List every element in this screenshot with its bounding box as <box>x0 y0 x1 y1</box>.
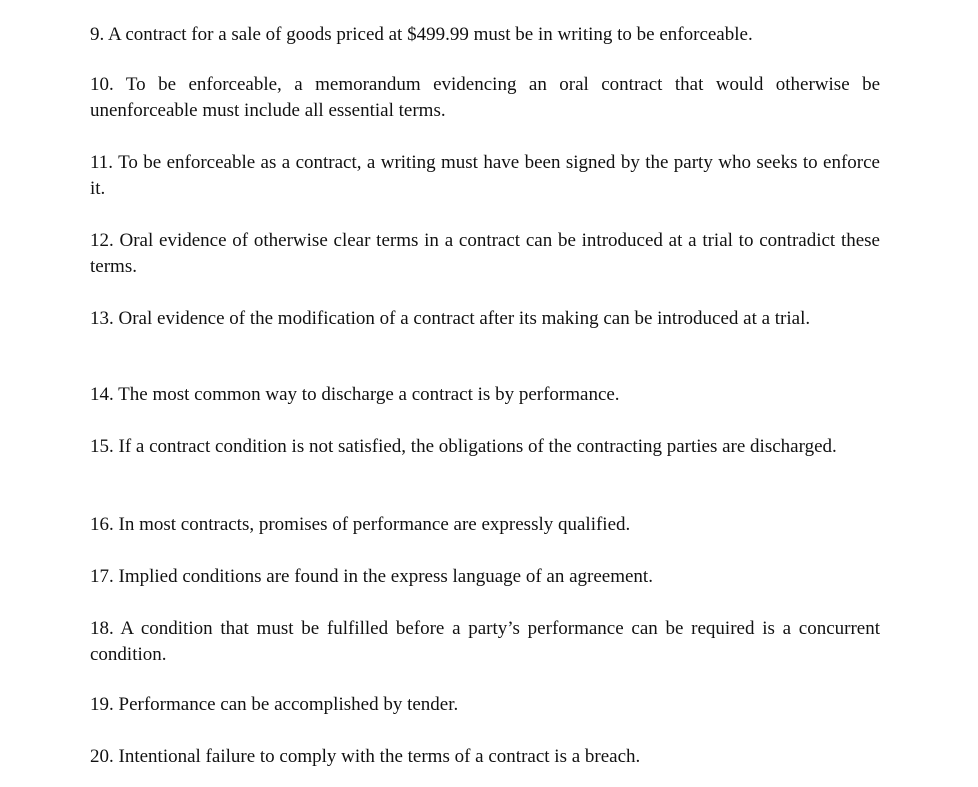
question-11: 11. To be enforceable as a contract, a writing must have been signed by the party who seeks to enforce it. <box>90 152 880 199</box>
question-13: 13. Oral evidence of the modification of a contract after its making can be introduced at a trial. <box>90 308 811 329</box>
question-9: 9. A contract for a sale of goods priced at $499.99 must be in writing to be enforceable. <box>90 24 753 45</box>
question-19: 19. Performance can be accomplished by tender. <box>90 694 459 715</box>
question-16: 16. In most contracts, promises of performance are expressly qualified. <box>90 514 631 535</box>
question-17: 17. Implied conditions are found in the express language of an agreement. <box>90 566 653 587</box>
question-15: 15. If a contract condition is not satisfied, the obligations of the contracting parties are discharged. <box>90 436 837 457</box>
question-18: 18. A condition that must be fulfilled before a party’s performance can be required is a concurrent condition. <box>90 618 880 665</box>
question-12: 12. Oral evidence of otherwise clear terms in a contract can be introduced at a trial to contradict these terms. <box>90 230 880 277</box>
question-10: 10. To be enforceable, a memorandum evidencing an oral contract that would otherwise be unenforceable must include all essential terms. <box>90 74 880 121</box>
question-14: 14. The most common way to discharge a contract is by performance. <box>90 384 620 405</box>
question-20: 20. Intentional failure to comply with the terms of a contract is a breach. <box>90 746 641 767</box>
